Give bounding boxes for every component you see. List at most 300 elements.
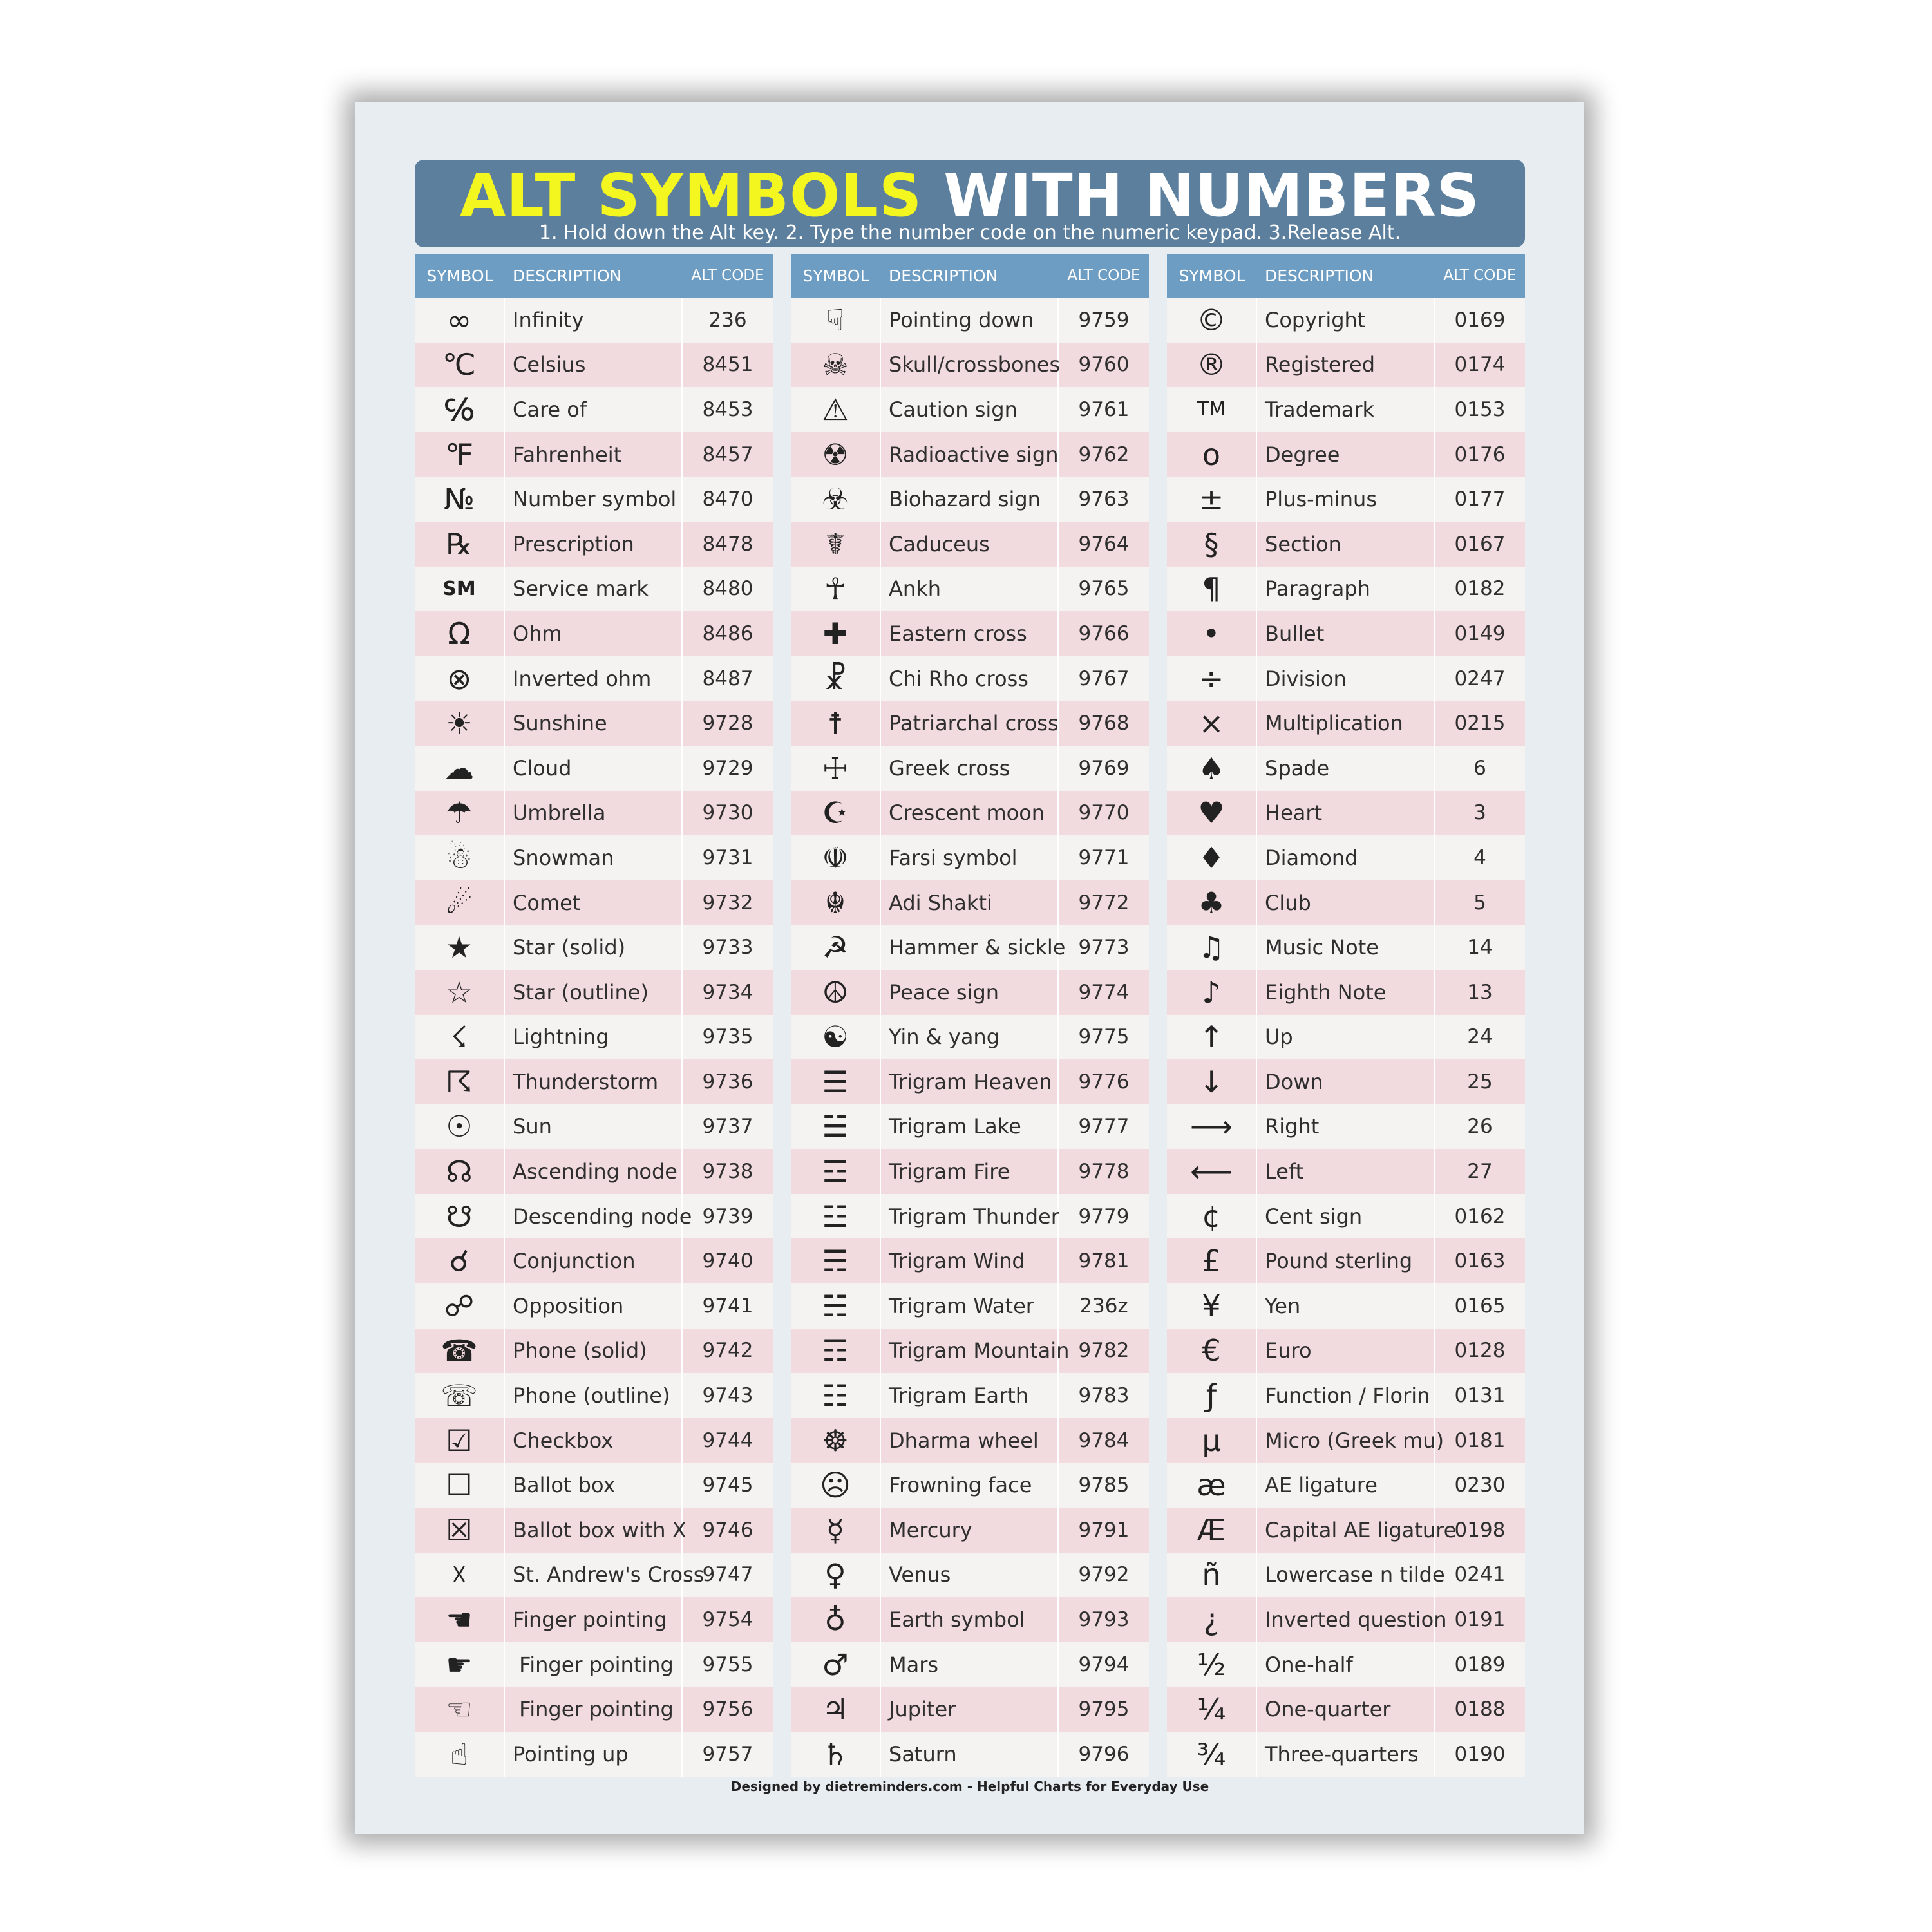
table-row (791, 298, 1149, 343)
alt-code: 9782 (1078, 1339, 1130, 1363)
title-highlight: ALT SYMBOLS (460, 161, 923, 230)
alt-code: 0165 (1454, 1294, 1506, 1318)
symbol-description: Venus (881, 1553, 1059, 1598)
one-quarter-icon: ¼ (1167, 1687, 1257, 1732)
alt-code: 9781 (1078, 1249, 1130, 1273)
alt-code: 8457 (702, 442, 753, 466)
alt-code: 9757 (702, 1742, 753, 1766)
symbol-description: Heart (1257, 791, 1435, 836)
table-row (791, 567, 1149, 612)
table-row (791, 701, 1149, 746)
symbol-description: Trigram Wind (881, 1238, 1059, 1283)
table-row (1167, 611, 1525, 656)
celsius-icon: ℃ (415, 343, 505, 388)
symbol-description: Section (1257, 522, 1435, 567)
table-row (1167, 567, 1525, 612)
degree-icon: o (1167, 432, 1257, 477)
alt-code: 0182 (1454, 577, 1506, 601)
symbol-description: Star (outline) (505, 970, 683, 1015)
table-row (415, 925, 773, 970)
table-row (415, 1418, 773, 1463)
alt-code: 9730 (702, 801, 753, 825)
symbol-description: Skull/crossbones (881, 343, 1059, 388)
alt-code: 0162 (1454, 1204, 1506, 1228)
table-row (1167, 1104, 1525, 1150)
alt-code: 9765 (1078, 577, 1130, 601)
alt-code: 24 (1467, 1025, 1493, 1049)
alt-code: 9795 (1078, 1698, 1130, 1721)
trigram-mountain-icon: ☶ (791, 1329, 881, 1374)
trigram-fire-icon: ☲ (791, 1149, 881, 1194)
symbol-description: Multiplication (1257, 701, 1435, 746)
header-alt-code: ALT CODE (1067, 267, 1141, 284)
symbol-description: Finger pointing (505, 1597, 683, 1642)
crescent-moon-icon: ☪ (791, 791, 881, 836)
symbol-description: Division (1257, 656, 1435, 701)
title-rest: WITH NUMBERS (943, 161, 1480, 230)
hammer-sickle-icon: ☭ (791, 925, 881, 970)
alt-code: 9731 (702, 846, 753, 869)
table-row (415, 1104, 773, 1150)
symbol-description: Checkbox (505, 1418, 683, 1463)
division-icon: ÷ (1167, 656, 1257, 701)
table-row (1167, 1329, 1525, 1374)
table-row (415, 656, 773, 701)
arrow-down-icon: ↓ (1167, 1059, 1257, 1104)
table-row (415, 835, 773, 880)
alt-code: 9747 (702, 1563, 753, 1587)
venus-icon: ♀ (791, 1553, 881, 1598)
greek-cross-icon: ☩ (791, 746, 881, 791)
symbol-description: Left (1257, 1149, 1435, 1194)
table-row (791, 1687, 1149, 1732)
alt-code: 0247 (1454, 667, 1506, 690)
arrow-right-icon: ⟶ (1167, 1104, 1257, 1150)
alt-code: 9734 (702, 980, 753, 1004)
saturn-icon: ♄ (791, 1732, 881, 1777)
phone-outline-icon: ☏ (415, 1373, 505, 1418)
symbol-description: Umbrella (505, 791, 683, 836)
table-row (791, 1373, 1149, 1418)
alt-code: 0181 (1454, 1428, 1506, 1452)
table-row (415, 1508, 773, 1553)
table-row (791, 656, 1149, 701)
symbol-description: Biohazard sign (881, 477, 1059, 522)
symbol-description: Eastern cross (881, 611, 1059, 656)
alt-code: 9784 (1078, 1428, 1130, 1452)
alt-code: 9733 (702, 936, 753, 960)
n-tilde-icon: ñ (1167, 1553, 1257, 1598)
diamond-icon: ♦ (1167, 835, 1257, 880)
table-row (1167, 746, 1525, 791)
alt-code: 9763 (1078, 488, 1130, 511)
yin-yang-icon: ☯ (791, 1015, 881, 1060)
table-row (1167, 477, 1525, 522)
symbol-table-2 (791, 254, 1149, 1777)
table-row (1167, 343, 1525, 388)
table-row (415, 1373, 773, 1418)
alt-code: 9759 (1078, 308, 1130, 332)
symbol-description: Jupiter (881, 1687, 1059, 1732)
alt-code: 9761 (1078, 397, 1130, 421)
symbol-description: Caution sign (881, 387, 1059, 432)
table-row (415, 343, 773, 388)
table-row (791, 1732, 1149, 1777)
symbol-description: Down (1257, 1059, 1435, 1104)
symbol-description: Copyright (1257, 298, 1435, 343)
table-row (1167, 1418, 1525, 1463)
table-row (415, 1732, 773, 1777)
cent-icon: ¢ (1167, 1194, 1257, 1239)
music-note-icon: ♫ (1167, 925, 1257, 970)
table-row (1167, 387, 1525, 432)
star-solid-icon: ★ (415, 925, 505, 970)
symbol-description: Bullet (1257, 611, 1435, 656)
alt-code: 0169 (1454, 308, 1506, 332)
conjunction-icon: ☌ (415, 1238, 505, 1283)
alt-code: 236 (708, 308, 747, 332)
alt-code: 9762 (1078, 442, 1130, 466)
alt-code: 13 (1467, 980, 1493, 1004)
page-title (415, 161, 1525, 230)
alt-code: 9739 (702, 1204, 753, 1228)
table-row (791, 835, 1149, 880)
alt-code: 9777 (1078, 1115, 1130, 1139)
club-icon: ♣ (1167, 880, 1257, 925)
symbol-table-1 (415, 254, 773, 1777)
table-row (415, 701, 773, 746)
alt-code: 9736 (702, 1070, 753, 1094)
prescription-icon: ℞ (415, 522, 505, 567)
patriarchal-cross-icon: ☨ (791, 701, 881, 746)
symbol-description: Dharma wheel (881, 1418, 1059, 1463)
symbol-description: Music Note (1257, 925, 1435, 970)
table-row (1167, 791, 1525, 836)
registered-icon: ® (1167, 343, 1257, 388)
table-row (1167, 656, 1525, 701)
trigram-heaven-icon: ☰ (791, 1059, 881, 1104)
alt-code: 9728 (702, 712, 753, 735)
caution-icon: ⚠ (791, 387, 881, 432)
header-description: DESCRIPTION (889, 266, 998, 285)
symbol-description: Trademark (1257, 387, 1435, 432)
adi-shakti-icon: ☬ (791, 880, 881, 925)
opposition-icon: ☍ (415, 1283, 505, 1329)
alt-code: 5 (1473, 891, 1486, 914)
symbol-description: Snowman (505, 835, 683, 880)
alt-code: 8451 (702, 353, 753, 377)
eastern-cross-icon: ✚ (791, 611, 881, 656)
alt-code: 9740 (702, 1249, 753, 1273)
alt-code: 8486 (702, 621, 753, 645)
table-row (415, 477, 773, 522)
checkbox-icon: ☑ (415, 1418, 505, 1463)
symbol-description: Cloud (505, 746, 683, 791)
alt-code: 236z (1079, 1294, 1128, 1318)
alt-code: 25 (1467, 1070, 1493, 1094)
symbol-description: Saturn (881, 1732, 1059, 1777)
numero-icon: № (415, 477, 505, 522)
trigram-wind-icon: ☴ (791, 1238, 881, 1283)
finger-pointing-left-icon: ☚ (415, 1597, 505, 1642)
alt-code: 9760 (1078, 353, 1130, 377)
symbol-description: Radioactive sign (881, 432, 1059, 477)
symbol-description: Sun (505, 1104, 683, 1150)
table-row (1167, 1597, 1525, 1642)
table-row (791, 1149, 1149, 1194)
table-row (1167, 835, 1525, 880)
alt-code: 9770 (1078, 801, 1130, 825)
heart-icon: ♥ (1167, 791, 1257, 836)
spade-icon: ♠ (1167, 746, 1257, 791)
table-row (1167, 1642, 1525, 1687)
trigram-earth-icon: ☷ (791, 1373, 881, 1418)
florin-icon: ƒ (1167, 1373, 1257, 1418)
symbol-description: Micro (Greek mu) (1257, 1418, 1435, 1463)
table-row (415, 1463, 773, 1508)
table-row (791, 387, 1149, 432)
alt-code: 9771 (1078, 846, 1130, 869)
symbol-description: Greek cross (881, 746, 1059, 791)
symbol-description: Service mark (505, 567, 683, 612)
arrow-left-icon: ⟵ (1167, 1149, 1257, 1194)
symbol-description: One-half (1257, 1642, 1435, 1687)
frowning-face-icon: ☹ (791, 1463, 881, 1508)
alt-code: 0149 (1454, 621, 1506, 645)
table-row (791, 432, 1149, 477)
table-row (791, 343, 1149, 388)
table-row (1167, 1059, 1525, 1104)
fahrenheit-icon: ℉ (415, 432, 505, 477)
alt-code: 9774 (1078, 980, 1130, 1004)
instructions-subtitle: 1. Hold down the Alt key. 2. Type the number code on the numeric keypad. 3.Release Alt. (538, 222, 1401, 244)
radioactive-icon: ☢ (791, 432, 881, 477)
symbol-description: Peace sign (881, 970, 1059, 1015)
table-row (1167, 1194, 1525, 1239)
alt-code: 0190 (1454, 1742, 1506, 1766)
symbol-description: St. Andrew's Cross (505, 1553, 683, 1598)
alt-code: 8480 (702, 577, 753, 601)
symbol-description: Phone (outline) (505, 1373, 683, 1418)
symbol-description: Eighth Note (1257, 970, 1435, 1015)
table-row (791, 522, 1149, 567)
inverted-question-icon: ¿ (1167, 1597, 1257, 1642)
alt-code: 9737 (702, 1115, 753, 1139)
alt-code: 8453 (702, 397, 753, 421)
ohm-icon: Ω (415, 611, 505, 656)
symbol-description: Three-quarters (1257, 1732, 1435, 1777)
alt-code: 0241 (1454, 1563, 1506, 1587)
table-header (1167, 254, 1525, 298)
alt-code: 9767 (1078, 667, 1130, 690)
symbol-description: Euro (1257, 1329, 1435, 1374)
alt-code: 9732 (702, 891, 753, 914)
symbol-description: Star (solid) (505, 925, 683, 970)
symbol-description: Thunderstorm (505, 1059, 683, 1104)
alt-code: 9778 (1078, 1160, 1130, 1184)
symbol-description: Number symbol (505, 477, 683, 522)
alt-code: 9744 (702, 1428, 753, 1452)
symbol-description: Descending node (505, 1194, 683, 1239)
sunshine-icon: ☀ (415, 701, 505, 746)
alt-code: 9735 (702, 1025, 753, 1049)
table-row (415, 1059, 773, 1104)
ae-ligature-icon: æ (1167, 1463, 1257, 1508)
symbol-description: Caduceus (881, 522, 1059, 567)
alt-code: 9776 (1078, 1070, 1130, 1094)
lightning-icon: ☇ (415, 1015, 505, 1060)
symbol-description: Yen (1257, 1283, 1435, 1329)
alt-code: 9779 (1078, 1204, 1130, 1228)
header-alt-code: ALT CODE (1443, 267, 1517, 284)
symbol-description: Fahrenheit (505, 432, 683, 477)
table-row (791, 1238, 1149, 1283)
symbol-description: Finger pointing (505, 1642, 683, 1687)
symbol-description: Trigram Thunder (881, 1194, 1059, 1239)
table-row (791, 1463, 1149, 1508)
symbol-description: Hammer & sickle (881, 925, 1059, 970)
one-half-icon: ½ (1167, 1642, 1257, 1687)
finger-pointing-right-icon: ☛ (415, 1642, 505, 1687)
alt-code: 9741 (702, 1294, 753, 1318)
table-row (1167, 522, 1525, 567)
table-row (415, 298, 773, 343)
symbol-description: Prescription (505, 522, 683, 567)
symbol-description: Care of (505, 387, 683, 432)
symbol-description: Sunshine (505, 701, 683, 746)
symbol-description: Degree (1257, 432, 1435, 477)
copyright-icon: © (1167, 298, 1257, 343)
table-row (415, 1149, 773, 1194)
alt-code: 27 (1467, 1160, 1493, 1184)
alt-code: 9794 (1078, 1653, 1130, 1676)
table-row (1167, 880, 1525, 925)
alt-code: 0188 (1454, 1698, 1506, 1721)
header-description: DESCRIPTION (1265, 266, 1374, 285)
descending-node-icon: ☋ (415, 1194, 505, 1239)
alt-code: 6 (1473, 756, 1486, 780)
table-row (1167, 925, 1525, 970)
table-row (1167, 298, 1525, 343)
symbol-description: AE ligature (1257, 1463, 1435, 1508)
yen-icon: ¥ (1167, 1283, 1257, 1329)
symbol-description: Celsius (505, 343, 683, 388)
three-quarters-icon: ¾ (1167, 1732, 1257, 1777)
alt-code: 0189 (1454, 1653, 1506, 1676)
finger-pointing-down-icon: ☟ (791, 298, 881, 343)
alt-code: 9793 (1078, 1608, 1130, 1632)
symbol-description: Up (1257, 1015, 1435, 1060)
table-row (791, 1329, 1149, 1374)
table-row (415, 1283, 773, 1329)
table-row (1167, 1687, 1525, 1732)
table-row (415, 970, 773, 1015)
header-alt-code: ALT CODE (691, 267, 764, 284)
symbol-description: Yin & yang (881, 1015, 1059, 1060)
table-row (791, 1059, 1149, 1104)
alt-code: 9742 (702, 1339, 753, 1363)
alt-code: 9783 (1078, 1384, 1130, 1408)
alt-code: 14 (1467, 936, 1493, 960)
table-row (791, 746, 1149, 791)
table-row (1167, 1149, 1525, 1194)
symbol-description: Patriarchal cross (881, 701, 1059, 746)
alt-code: 3 (1473, 801, 1486, 825)
symbol-description: Phone (solid) (505, 1329, 683, 1374)
header-symbol: SYMBOL (802, 266, 869, 285)
symbol-description: Conjunction (505, 1238, 683, 1283)
table-row (415, 387, 773, 432)
saltire-icon: ☓ (415, 1553, 505, 1598)
symbol-description: Trigram Earth (881, 1373, 1059, 1418)
alt-code: 9791 (1078, 1518, 1130, 1542)
ankh-icon: ☥ (791, 567, 881, 612)
symbol-description: Cent sign (1257, 1194, 1435, 1239)
phone-solid-icon: ☎ (415, 1329, 505, 1374)
cloud-icon: ☁ (415, 746, 505, 791)
table-row (791, 1642, 1149, 1687)
table-row (1167, 1508, 1525, 1553)
mars-icon: ♂ (791, 1642, 881, 1687)
inverted-ohm-icon: ⊗ (415, 656, 505, 701)
symbol-description: Trigram Water (881, 1283, 1059, 1329)
table-row (791, 970, 1149, 1015)
ballot-box-x-icon: ☒ (415, 1508, 505, 1553)
table-row (415, 791, 773, 836)
table-row (1167, 1732, 1525, 1777)
peace-icon: ☮ (791, 970, 881, 1015)
symbol-description: Capital AE ligature (1257, 1508, 1435, 1553)
symbol-description: Ballot box (505, 1463, 683, 1508)
trigram-water-icon: ☵ (791, 1283, 881, 1329)
symbol-description: Infinity (505, 298, 683, 343)
finger-pointing-left-outline-icon: ☜ (415, 1687, 505, 1732)
table-row (415, 1329, 773, 1374)
alt-code: 8470 (702, 488, 753, 511)
chi-rho-icon: ☧ (791, 656, 881, 701)
symbol-description: Diamond (1257, 835, 1435, 880)
alt-code: 26 (1467, 1115, 1493, 1139)
alt-code: 0198 (1454, 1518, 1506, 1542)
alt-code: 9743 (702, 1384, 753, 1408)
symbol-description: Ankh (881, 567, 1059, 612)
symbol-description: Pointing down (881, 298, 1059, 343)
table-row (415, 1642, 773, 1687)
table-row (1167, 1553, 1525, 1598)
table-row (791, 611, 1149, 656)
ascending-node-icon: ☊ (415, 1149, 505, 1194)
table-row (415, 1597, 773, 1642)
caduceus-icon: ☤ (791, 522, 881, 567)
symbol-description: Opposition (505, 1283, 683, 1329)
table-row (791, 1508, 1149, 1553)
multiplication-icon: × (1167, 701, 1257, 746)
alt-code: 9755 (702, 1653, 753, 1676)
symbol-description: Trigram Lake (881, 1104, 1059, 1150)
header-symbol: SYMBOL (1179, 266, 1245, 285)
symbol-description: Chi Rho cross (881, 656, 1059, 701)
table-row (791, 1418, 1149, 1463)
umbrella-icon: ☂ (415, 791, 505, 836)
table-row (1167, 1373, 1525, 1418)
alt-code: 9745 (702, 1473, 753, 1497)
symbol-description: Trigram Mountain (881, 1329, 1059, 1374)
service-mark-icon: SM (415, 567, 505, 612)
symbol-description: Function / Florin (1257, 1373, 1435, 1418)
alt-code: 9775 (1078, 1025, 1130, 1049)
symbol-description: Club (1257, 880, 1435, 925)
table-row (415, 746, 773, 791)
